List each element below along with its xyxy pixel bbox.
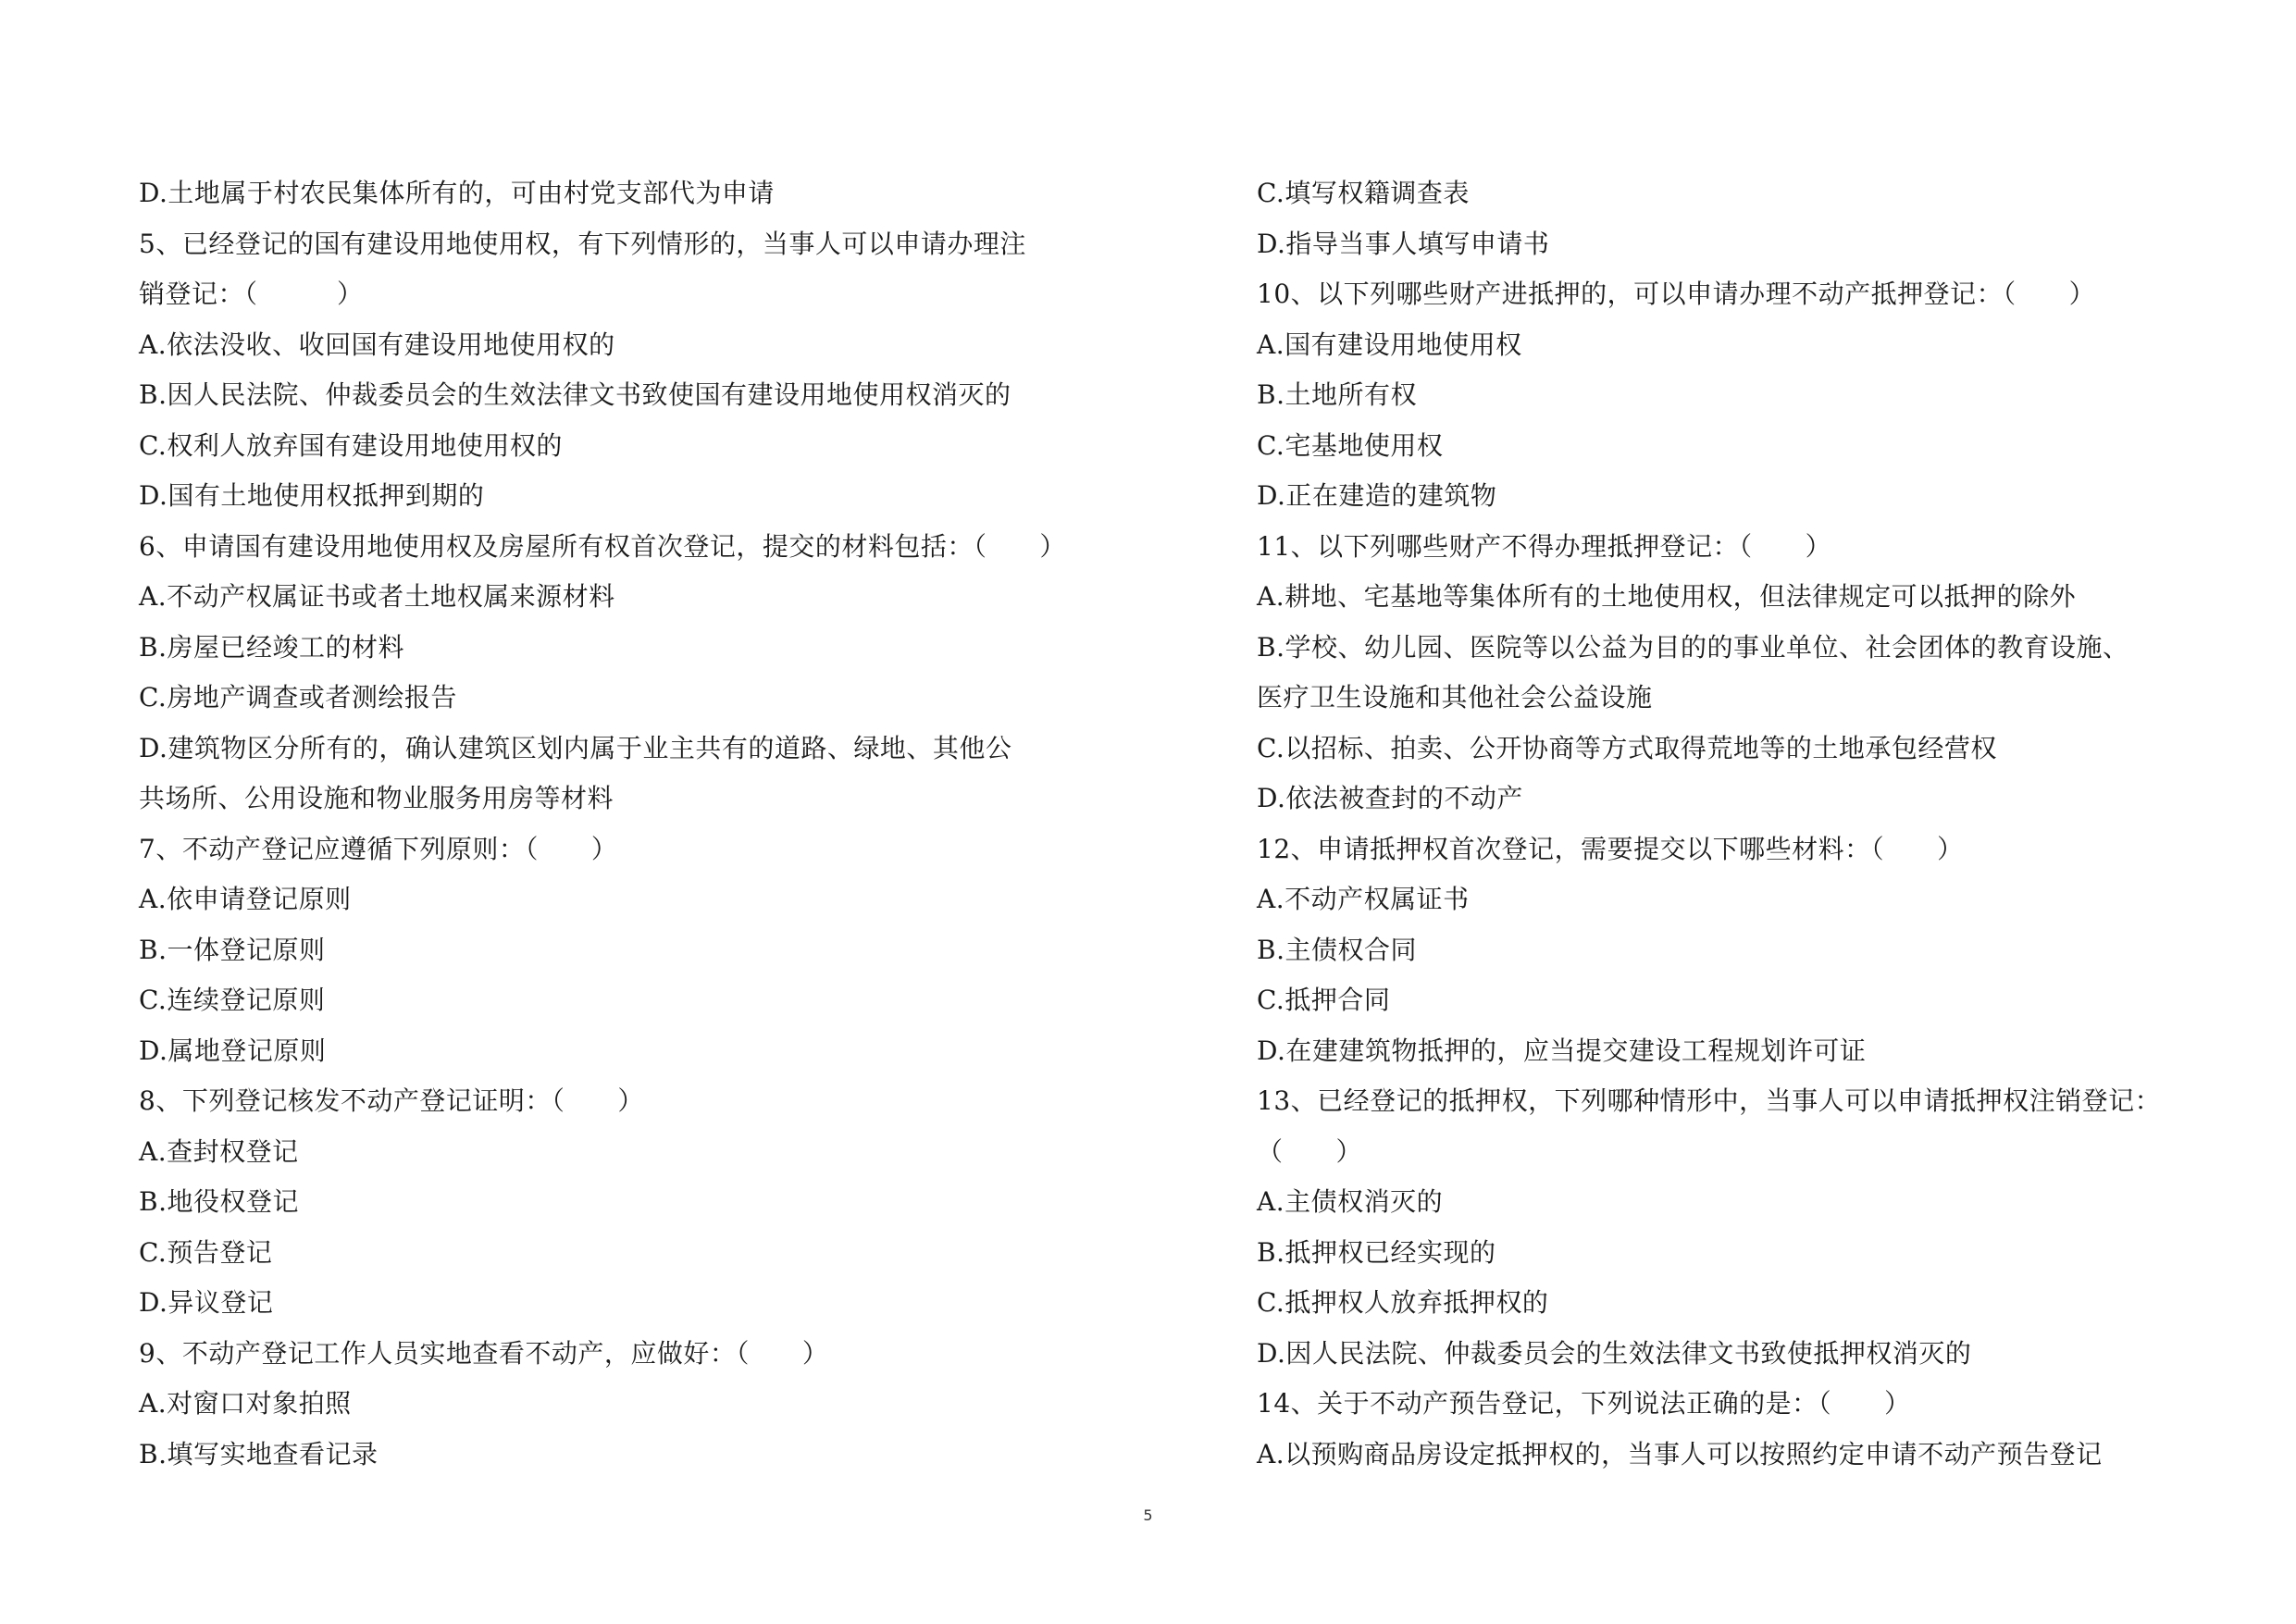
text-line: A.以预购商品房设定抵押权的，当事人可以按照约定申请不动产预告登记 [1257,1438,2103,1469]
text-line: C.填写权籍调查表 [1257,178,1470,208]
text-line: A.不动产权属证书或者土地权属来源材料 [139,581,615,612]
text-line: 12、申请抵押权首次登记，需要提交以下哪些材料：（ ） [1257,833,1964,864]
text-line: B.抵押权已经实现的 [1257,1236,1496,1268]
text-line: C.抵押合同 [1257,985,1391,1015]
text-line: D.在建建筑物抵押的，应当提交建设工程规划许可证 [1257,1035,1867,1066]
left-column [139,168,1185,1480]
text-line: 10、以下列哪些财产进抵押的，可以申请办理不动产抵押登记：（ ） [1257,279,2096,309]
right-column [1257,168,2182,1480]
text-line: D.正在建造的建筑物 [1257,480,1497,511]
text-line: （ ） [1257,1135,1363,1167]
text-line: B.房屋已经竣工的材料 [139,631,404,663]
text-line: A.不动产权属证书 [1257,884,1470,914]
text-line: C.以招标、拍卖、公开协商等方式取得荒地等的土地承包经营权 [1257,732,1997,763]
text-line: B.主债权合同 [1257,934,1417,965]
text-line: D.因人民法院、仲裁委员会的生效法律文书致使抵押权消灭的 [1257,1337,1972,1369]
text-line: A.依申请登记原则 [139,884,352,914]
text-line: D.异议登记 [139,1287,274,1318]
text-line: D.土地属于村农民集体所有的，可由村党支部代为申请 [139,178,775,208]
text-line: A.对窗口对象拍照 [139,1388,352,1419]
text-line: D.国有土地使用权抵押到期的 [139,480,485,511]
text-line: 共场所、公用设施和物业服务用房等材料 [139,783,614,813]
text-line: C.权利人放弃国有建设用地使用权的 [139,429,563,461]
text-line: A.查封权登记 [139,1135,299,1167]
page-number: 5 [1143,1506,1153,1524]
text-line: 销登记：（ ） [139,279,364,309]
text-line: 9、不动产登记工作人员实地查看不动产，应做好：（ ） [139,1337,829,1369]
text-line: D.依法被查封的不动产 [1257,783,1523,813]
text-line: C.连续登记原则 [139,985,326,1015]
text-line: 6、申请国有建设用地使用权及房屋所有权首次登记，提交的材料包括：（ ） [139,530,1066,562]
text-line: 5、已经登记的国有建设用地使用权，有下列情形的，当事人可以申请办理注 [139,228,1026,259]
text-line: 医疗卫生设施和其他社会公益设施 [1257,682,1653,713]
text-line: A.国有建设用地使用权 [1257,329,1522,360]
text-line: 13、已经登记的抵押权，下列哪种情形中，当事人可以申请抵押权注销登记： [1257,1085,2162,1116]
text-line: A.耕地、宅基地等集体所有的土地使用权，但法律规定可以抵押的除外 [1257,581,2077,612]
text-line: B.土地所有权 [1257,379,1417,410]
text-line: D.建筑物区分所有的，确认建筑区划内属于业主共有的道路、绿地、其他公 [139,732,1012,763]
text-line: C.抵押权人放弃抵押权的 [1257,1287,1549,1318]
text-line: A.主债权消灭的 [1257,1186,1444,1217]
text-line: C.预告登记 [139,1236,273,1268]
text-line: D.属地登记原则 [139,1035,327,1066]
text-line: B.填写实地查看记录 [139,1438,379,1469]
text-line: A.依法没收、收回国有建设用地使用权的 [139,329,615,360]
text-line: B.地役权登记 [139,1186,299,1217]
text-line: D.指导当事人填写申请书 [1257,228,1550,259]
text-line: B.学校、幼儿园、医院等以公益为目的的事业单位、社会团体的教育设施、 [1257,631,2129,663]
text-line: 8、下列登记核发不动产登记证明：（ ） [139,1085,644,1116]
text-line: 14、关于不动产预告登记，下列说法正确的是：（ ） [1257,1388,1911,1419]
text-line: C.房地产调查或者测绘报告 [139,682,457,713]
text-line: B.因人民法院、仲裁委员会的生效法律文书致使国有建设用地使用权消灭的 [139,379,1011,410]
text-line: 11、以下列哪些财产不得办理抵押登记：（ ） [1257,530,1832,562]
text-line: C.宅基地使用权 [1257,429,1444,461]
text-line: 7、不动产登记应遵循下列原则：（ ） [139,833,618,864]
text-line: B.一体登记原则 [139,934,326,965]
